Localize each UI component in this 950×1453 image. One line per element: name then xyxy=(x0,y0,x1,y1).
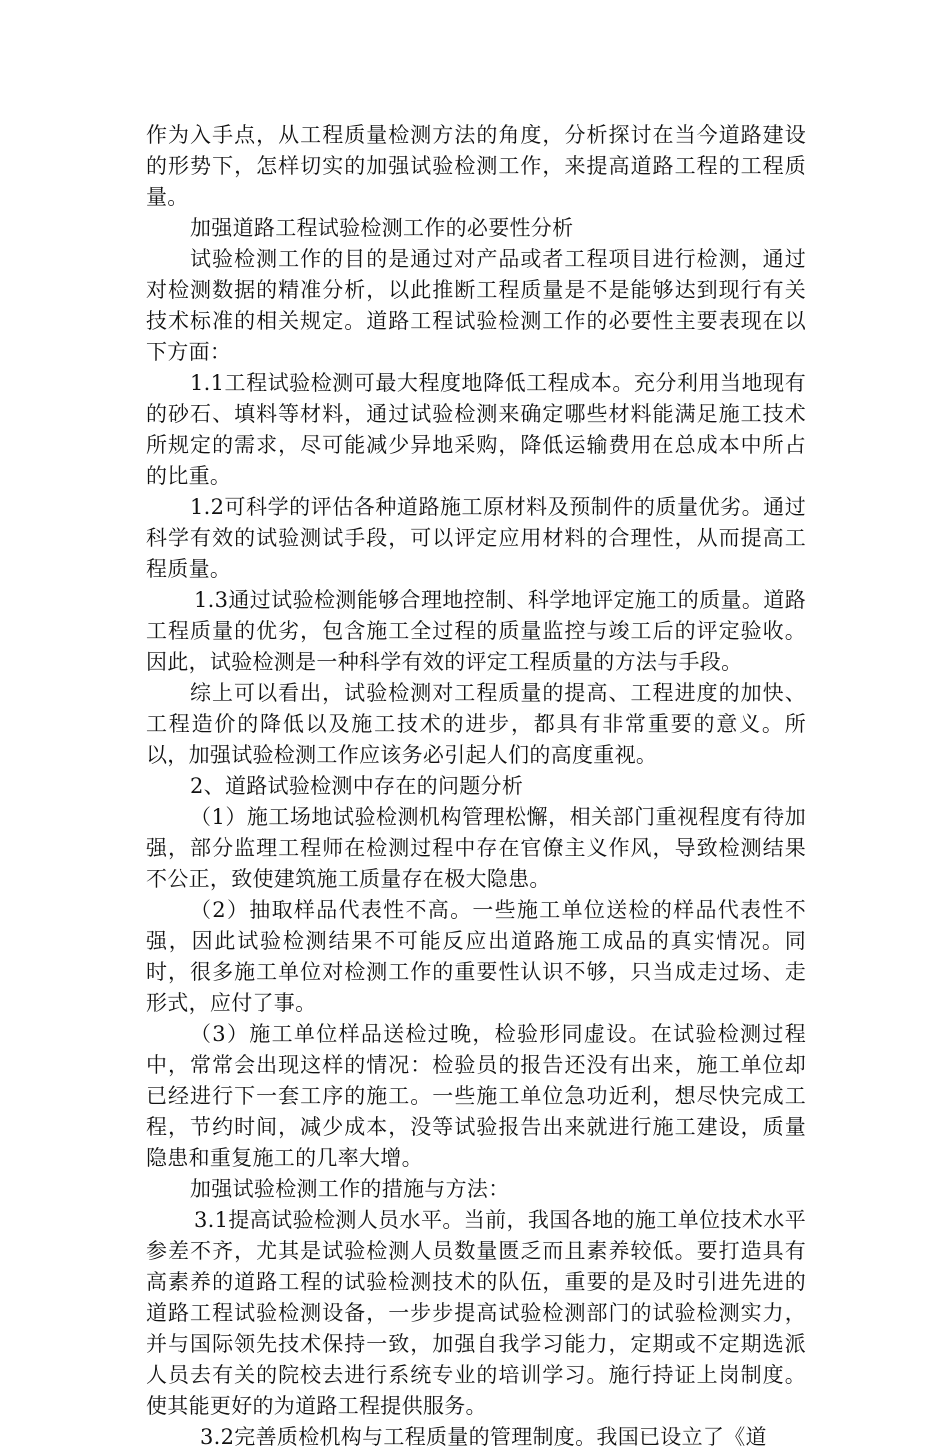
paragraph-summary: 综上可以看出，试验检测对工程质量的提高、工程进度的加快、工程造价的降低以及施工技术的进步，都具有非常重要的意义。所以，加强试验检测工作应该务必引起人们的高度重视。 xyxy=(146,681,806,767)
paragraph-1-3: 1.3通过试验检测能够合理地控制、科学地评定施工的质量。道路工程质量的优劣，包含施工全过程的质量监控与竣工后的评定验收。因此，试验检测是一种科学有效的评定工程质量的方法与手段。 xyxy=(146,588,806,674)
paragraph-purpose: 试验检测工作的目的是通过对产品或者工程项目进行检测，通过对检测数据的精准分析，以此推断工程质量是不是能够达到现行有关技术标准的相关规定。道路工程试验检测工作的必要性主要表现在以下方面： xyxy=(146,247,806,364)
section-heading-measures: 加强试验检测工作的措施与方法： xyxy=(190,1177,510,1201)
paragraph-problem-3: （3）施工单位样品送检过晚，检验形同虚设。在试验检测过程中，常常会出现这样的情况：检验员的报告还没有出来，施工单位却已经进行下一套工序的施工。一些施工单位急功近利，想尽快完成工程，节约时间，减少成本，没等试验报告出来就进行施工建设，质量隐患和重复施工的几率大增。 xyxy=(146,1022,806,1170)
paragraph-problem-2: （2）抽取样品代表性不高。一些施工单位送检的样品代表性不强，因此试验检测结果不可能反应出道路施工成品的真实情况。同时，很多施工单位对检测工作的重要性认识不够，只当成走过场、走形式，应付了事。 xyxy=(146,898,806,1015)
paragraph-problem-1: （1）施工场地试验检测机构管理松懈，相关部门重视程度有待加强，部分监理工程师在检测过程中存在官僚主义作风，导致检测结果不公正，致使建筑施工质量存在极大隐患。 xyxy=(146,805,806,891)
paragraph-3-1: 3.1提高试验检测人员水平。当前，我国各地的施工单位技术水平参差不齐，尤其是试验检测人员数量匮乏而且素养较低。要打造具有高素养的道路工程的试验检测技术的队伍，重要的是及时引进先进的道路工程试验检测设备，一步步提高试验检测部门的试验检测实力，并与国际领先技术保持一致，加强自我学习能力，定期或不定期选派人员去有关的院校去进行系统专业的培训学习。施行持证上岗制度。使其能更好的为道路工程提供服务。 xyxy=(146,1208,806,1418)
paragraph-1-1: 1.1工程试验检测可最大程度地降低工程成本。充分利用当地现有的砂石、填料等材料，通过试验检测来确定哪些材料能满足施工技术所规定的需求，尽可能减少异地采购，降低运输费用在总成本中所占的比重。 xyxy=(146,371,806,488)
section-heading-necessity: 加强道路工程试验检测工作的必要性分析 xyxy=(190,216,574,240)
section-heading-problems: 2、道路试验检测中存在的问题分析 xyxy=(190,774,524,798)
paragraph-intro: 作为入手点，从工程质量检测方法的角度，分析探讨在当今道路建设的形势下，怎样切实的加强试验检测工作，来提高道路工程的工程质量。 xyxy=(146,123,806,209)
document-body xyxy=(146,120,806,1453)
paragraph-1-2: 1.2可科学的评估各种道路施工原材料及预制件的质量优劣。通过科学有效的试验测试手段，可以评定应用材料的合理性，从而提高工程质量。 xyxy=(146,495,806,581)
paragraph-3-2: 3.2完善质检机构与工程质量的管理制度。我国已设立了《道 xyxy=(200,1425,767,1449)
